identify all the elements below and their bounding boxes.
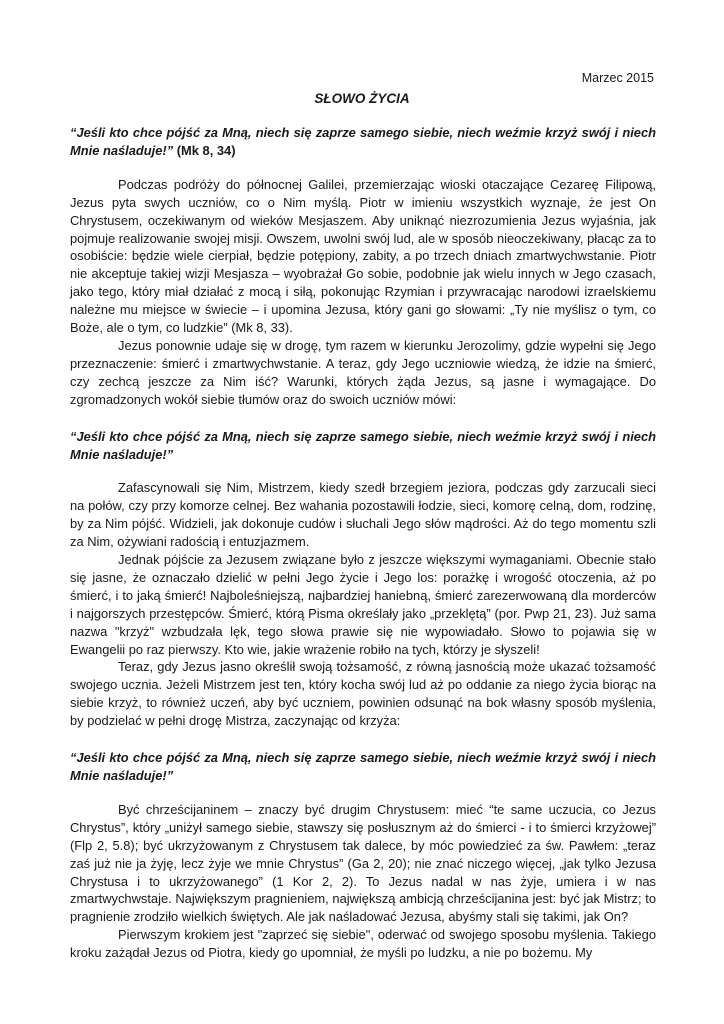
paragraph: Teraz, gdy Jezus jasno określił swoją tożsamość, z równą jasnością może ukazać tożsamość swojego ucznia. Jeżeli Mistrzem jest ten, który kocha swój lud aż po oddanie za niego życia biorąc na siebie krzyż, to również uczeń, aby być uczniem, powinien odsunąć na bok własny sposób myślenia, by podzielać w pełni drogę Mistrza, zaczynając od krzyża: <box>70 659 656 729</box>
paragraph: Zafascynowali się Nim, Mistrzem, kiedy szedł brzegiem jeziora, podczas gdy zarzucali sieci na połów, czy przy komorze celnej. Bez wahania pozostawili łodzie, sieci, komorę celną, dom, rodzinę, by za Nim pójść. Widzieli, jak dokonuje cudów i słuchali Jego słów mądrości. Aż do tego momentu szli za Nim, ożywiani radością i entuzjazmem. <box>70 480 656 550</box>
paragraph: Podczas podróży do północnej Galilei, przemierzając wioski otaczające Cezareę Filipową, Jezus pyta swych uczniów, co o Nim myślą. Piotr w imieniu wszystkich wyznaje, że jest On Chrystusem, oczekiwanym od wieków Mesjaszem. Aby uniknąć niezrozumienia Jezus wyjaśnia, jak pojmuje realizowanie swojej misji. Owszem, uwolni swój lud, ale w sposób nieoczekiwany, płacąc za to osobiście: będzie wiele cierpiał, będzie potępiony, zabity, a po trzech dniach zmartwychwstanie. Piotr nie akceptuje takiej wizji Mesjasza – wyobrażał Go sobie, podobnie jak wielu innych w Jego czasach, jako tego, który miał działać z mocą i siłą, pokonując Rzymian i przywracając narodowi izraelskiemu należne mu miejsce w świecie – i upomina Jezusa, który gani go słowami: „Ty nie myślisz o tym, co Boże, ale o tym, co ludzkie” (Mk 8, 33). <box>70 176 656 336</box>
repeated-quote: “Jeśli kto chce pójść za Mną, niech się zaprze samego siebie, niech weźmie krzyż swój i niech Mnie naśladuje!” <box>70 750 656 783</box>
document-body <box>70 124 656 962</box>
paragraph: Jezus ponownie udaje się w drogę, tym razem w kierunku Jerozolimy, gdzie wypełni się Jego przeznaczenie: śmierć i zmartwychwstanie. A teraz, gdy Jego uczniowie wiedzą, że idzie na śmierć, czy zechcą jeszcze za Nim iść? Warunki, których żąda Jezus, są jasne i wymagające. Do zgromadzonych wokół siebie tłumów oraz do swoich uczniów mówi: <box>70 337 656 407</box>
repeated-quote: “Jeśli kto chce pójść za Mną, niech się zaprze samego siebie, niech weźmie krzyż swój i niech Mnie naśladuje!” <box>70 428 656 462</box>
paragraph: Być chrześcijaninem – znaczy być drugim Chrystusem: mieć “te same uczucia, co Jezus Chrystus”, który „uniżył samego siebie, stawszy się posłusznym aż do śmierci - i to śmierci krzyżowej” (Flp 2, 5.8); być ukrzyżowanym z Chrystusem tak dalece, by móc powiedzieć za św. Pawłem: „teraz zaś już nie ja żyję, lecz żyje we mnie Chrystus” (Ga 2, 20); nie znać niczego więcej, „jak tylko Jezusa Chrystusa i to ukrzyżowanego” (1 Kor 2, 2). To Jezus nadal w nas żyje, umiera i w nas zmartwychwstaje. Największym pragnieniem, największą ambicją chrześcijanina jest: być jak Mistrz; to pragnienie zrodziło wielkich świętych. Ale jak naśladować Jezusa, abyśmy stali się takimi, jak On? <box>70 801 656 925</box>
document-title: SŁOWO ŻYCIA <box>314 91 410 106</box>
paragraph: Jednak pójście za Jezusem związane było z jeszcze większymi wymaganiami. Obecnie stało się jasne, że oznaczało dzielić w pełni Jego życie i Jego los: porażkę i wrogość otoczenia, aż po śmierć, i to jaką śmierć! Najboleśniejszą, najbardziej haniebną, śmierć zarezerwowaną dla morderców i najgorszych przestępców. Śmierć, którą Pisma określały jako „przeklętą” (por. Pwp 21, 23). Już sama nazwa "krzyż" wzbudzała lęk, tego słowa prawie się nie wypowiadało. Słowo to pojawia się w Ewangelii po raz pierwszy. Kto wie, jakie wrażenie robiło na tych, którzy je słyszeli! <box>70 552 656 657</box>
motto-text: “Jeśli kto chce pójść za Mną, niech się zaprze samego siebie, niech weźmie krzyż swój i niech Mnie naśladuje!” <box>70 125 656 158</box>
motto-reference: (Mk 8, 34) <box>173 142 236 158</box>
paragraph: Pierwszym krokiem jest "zaprzeć się siebie", oderwać od swojego sposobu myślenia. Takiego kroku zażądał Jezus od Piotra, kiedy go upomniał, że myśli po ludzku, a nie po bożemu. My <box>70 927 656 961</box>
motto-quote <box>70 124 656 160</box>
document-date: Marzec 2015 <box>581 71 654 85</box>
